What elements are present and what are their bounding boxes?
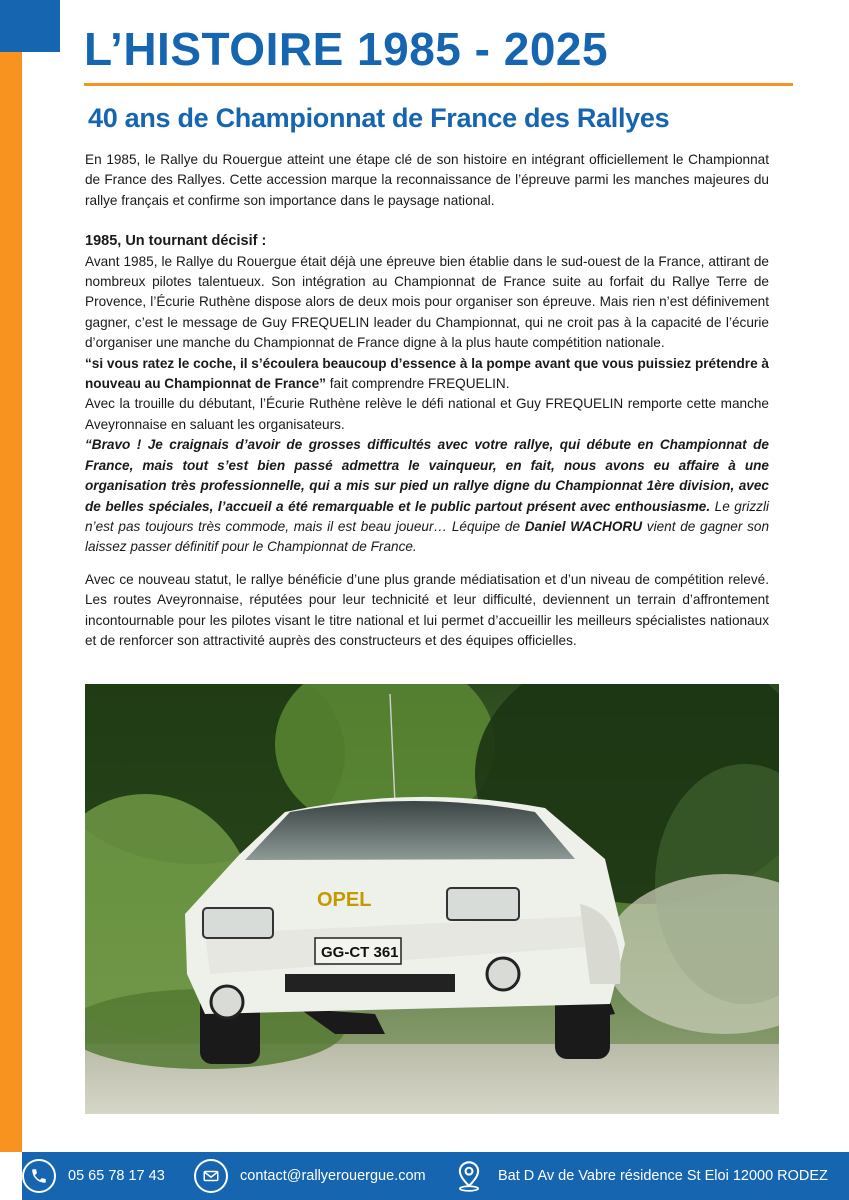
mail-icon (194, 1159, 228, 1193)
article-body (85, 150, 769, 651)
section-paragraph-1: Avant 1985, le Rallye du Rouergue était déjà une épreuve bien établie dans le sud-ouest de la France, attirant de nombreux pilotes talentueux. Son intégration au Championnat de France suite au forfait du Rallye Terre de Provence, l’Écurie Ruthène dispose alors de deux mois pour organiser son épreuve. Mais rien n’est définivement gagner, c’est le message de Guy FREQUELIN leader du Championnat, qui ne croit pas à la capacité de l’écurie d’organiser une manche du Championnat de France digne à la plus haute compétition nationale. (85, 253, 769, 351)
section-paragraph-2: Avec la trouille du débutant, l’Écurie Ruthène relève le défi national et Guy FREQUELIN remporte cette manche Aveyronnaise en saluant les organisateurs. (85, 396, 769, 432)
page-title: L’HISTOIRE 1985 - 2025 (84, 23, 609, 75)
quote-1-tail: fait comprendre FREQUELIN. (325, 376, 510, 392)
rally-car-photo (85, 684, 779, 1114)
side-stripe (0, 52, 22, 1152)
footer-bar (22, 1152, 849, 1200)
quote-2 (85, 435, 769, 557)
location-pin-icon (452, 1159, 486, 1193)
photo-plate-text: GG-CT 361 (321, 944, 399, 961)
quote-1 (85, 354, 769, 395)
footer-email-text: contact@rallyerouergue.com (240, 1168, 426, 1184)
footer-address[interactable] (452, 1152, 828, 1200)
footer-address-text: Bat D Av de Vabre résidence St Eloi 12000 RODEZ (498, 1168, 828, 1184)
section-heading-text: , Un tournant décisif : (117, 233, 267, 250)
quote-2-italic: Le grizzli n’est pas toujours très commode, mais il est beau joueur… Léquipe de (85, 498, 769, 534)
footer-email[interactable] (194, 1152, 426, 1200)
title-underline (84, 83, 793, 86)
quote-2-bold: “Bravo ! Je craignais d’avoir de grosses difficultés avec votre rallye, qui débute en Championnat de France, mais tout s’est bien passé admettra le vainqueur, en fait, nous avons eu affaire à une organisation très professionnelle, qui a mis sur pied un rallye digne du Championnat 1ère division, avec de belles spéciales, l’accueil a été remarquable et le public partout présent avec enthousiasme. (85, 437, 769, 514)
footer-phone[interactable] (22, 1152, 165, 1200)
corner-decoration (0, 0, 60, 52)
quote-2-name: Daniel WACHORU (524, 518, 643, 534)
section-heading (85, 231, 769, 251)
section-heading-year: 1985 (85, 233, 118, 250)
quote-1-bold: “si vous ratez le coche, il s’écoulera beaucoup d’essence à la pompe avant que vous puissiez prétendre à nouveau au Championnat de France” (85, 355, 769, 392)
page-subtitle: 40 ans de Championnat de France des Rallyes (88, 103, 670, 133)
photo-brand-text: OPEL (317, 889, 372, 911)
intro-paragraph: En 1985, le Rallye du Rouergue atteint une étape clé de son histoire en intégrant officiellement le Championnat de France des Rallyes. Cette accession marque la reconnaissance de l’épreuve parmi les manches majeures du rallye français et confirme son importance dans le paysage national. (85, 152, 769, 208)
phone-icon (22, 1159, 56, 1193)
footer-phone-text: 05 65 78 17 43 (68, 1168, 165, 1184)
closing-paragraph: Avec ce nouveau statut, le rallye bénéficie d’une plus grande médiatisation et d’un niveau de compétition relevé. Les routes Aveyronnaise, réputées pour leur technicité et leur difficulté, deviennent un terrain d’affrontement incontournable pour les pilotes visant le titre national et lui permet d’accueillir les meilleurs spécialistes nationaux et de renforcer son attractivité auprès des constructeurs et des équipes officielles. (85, 571, 769, 648)
quote-2-end: vient de gagner son laissez passer définitif pour le Championnat de France. (85, 518, 770, 555)
